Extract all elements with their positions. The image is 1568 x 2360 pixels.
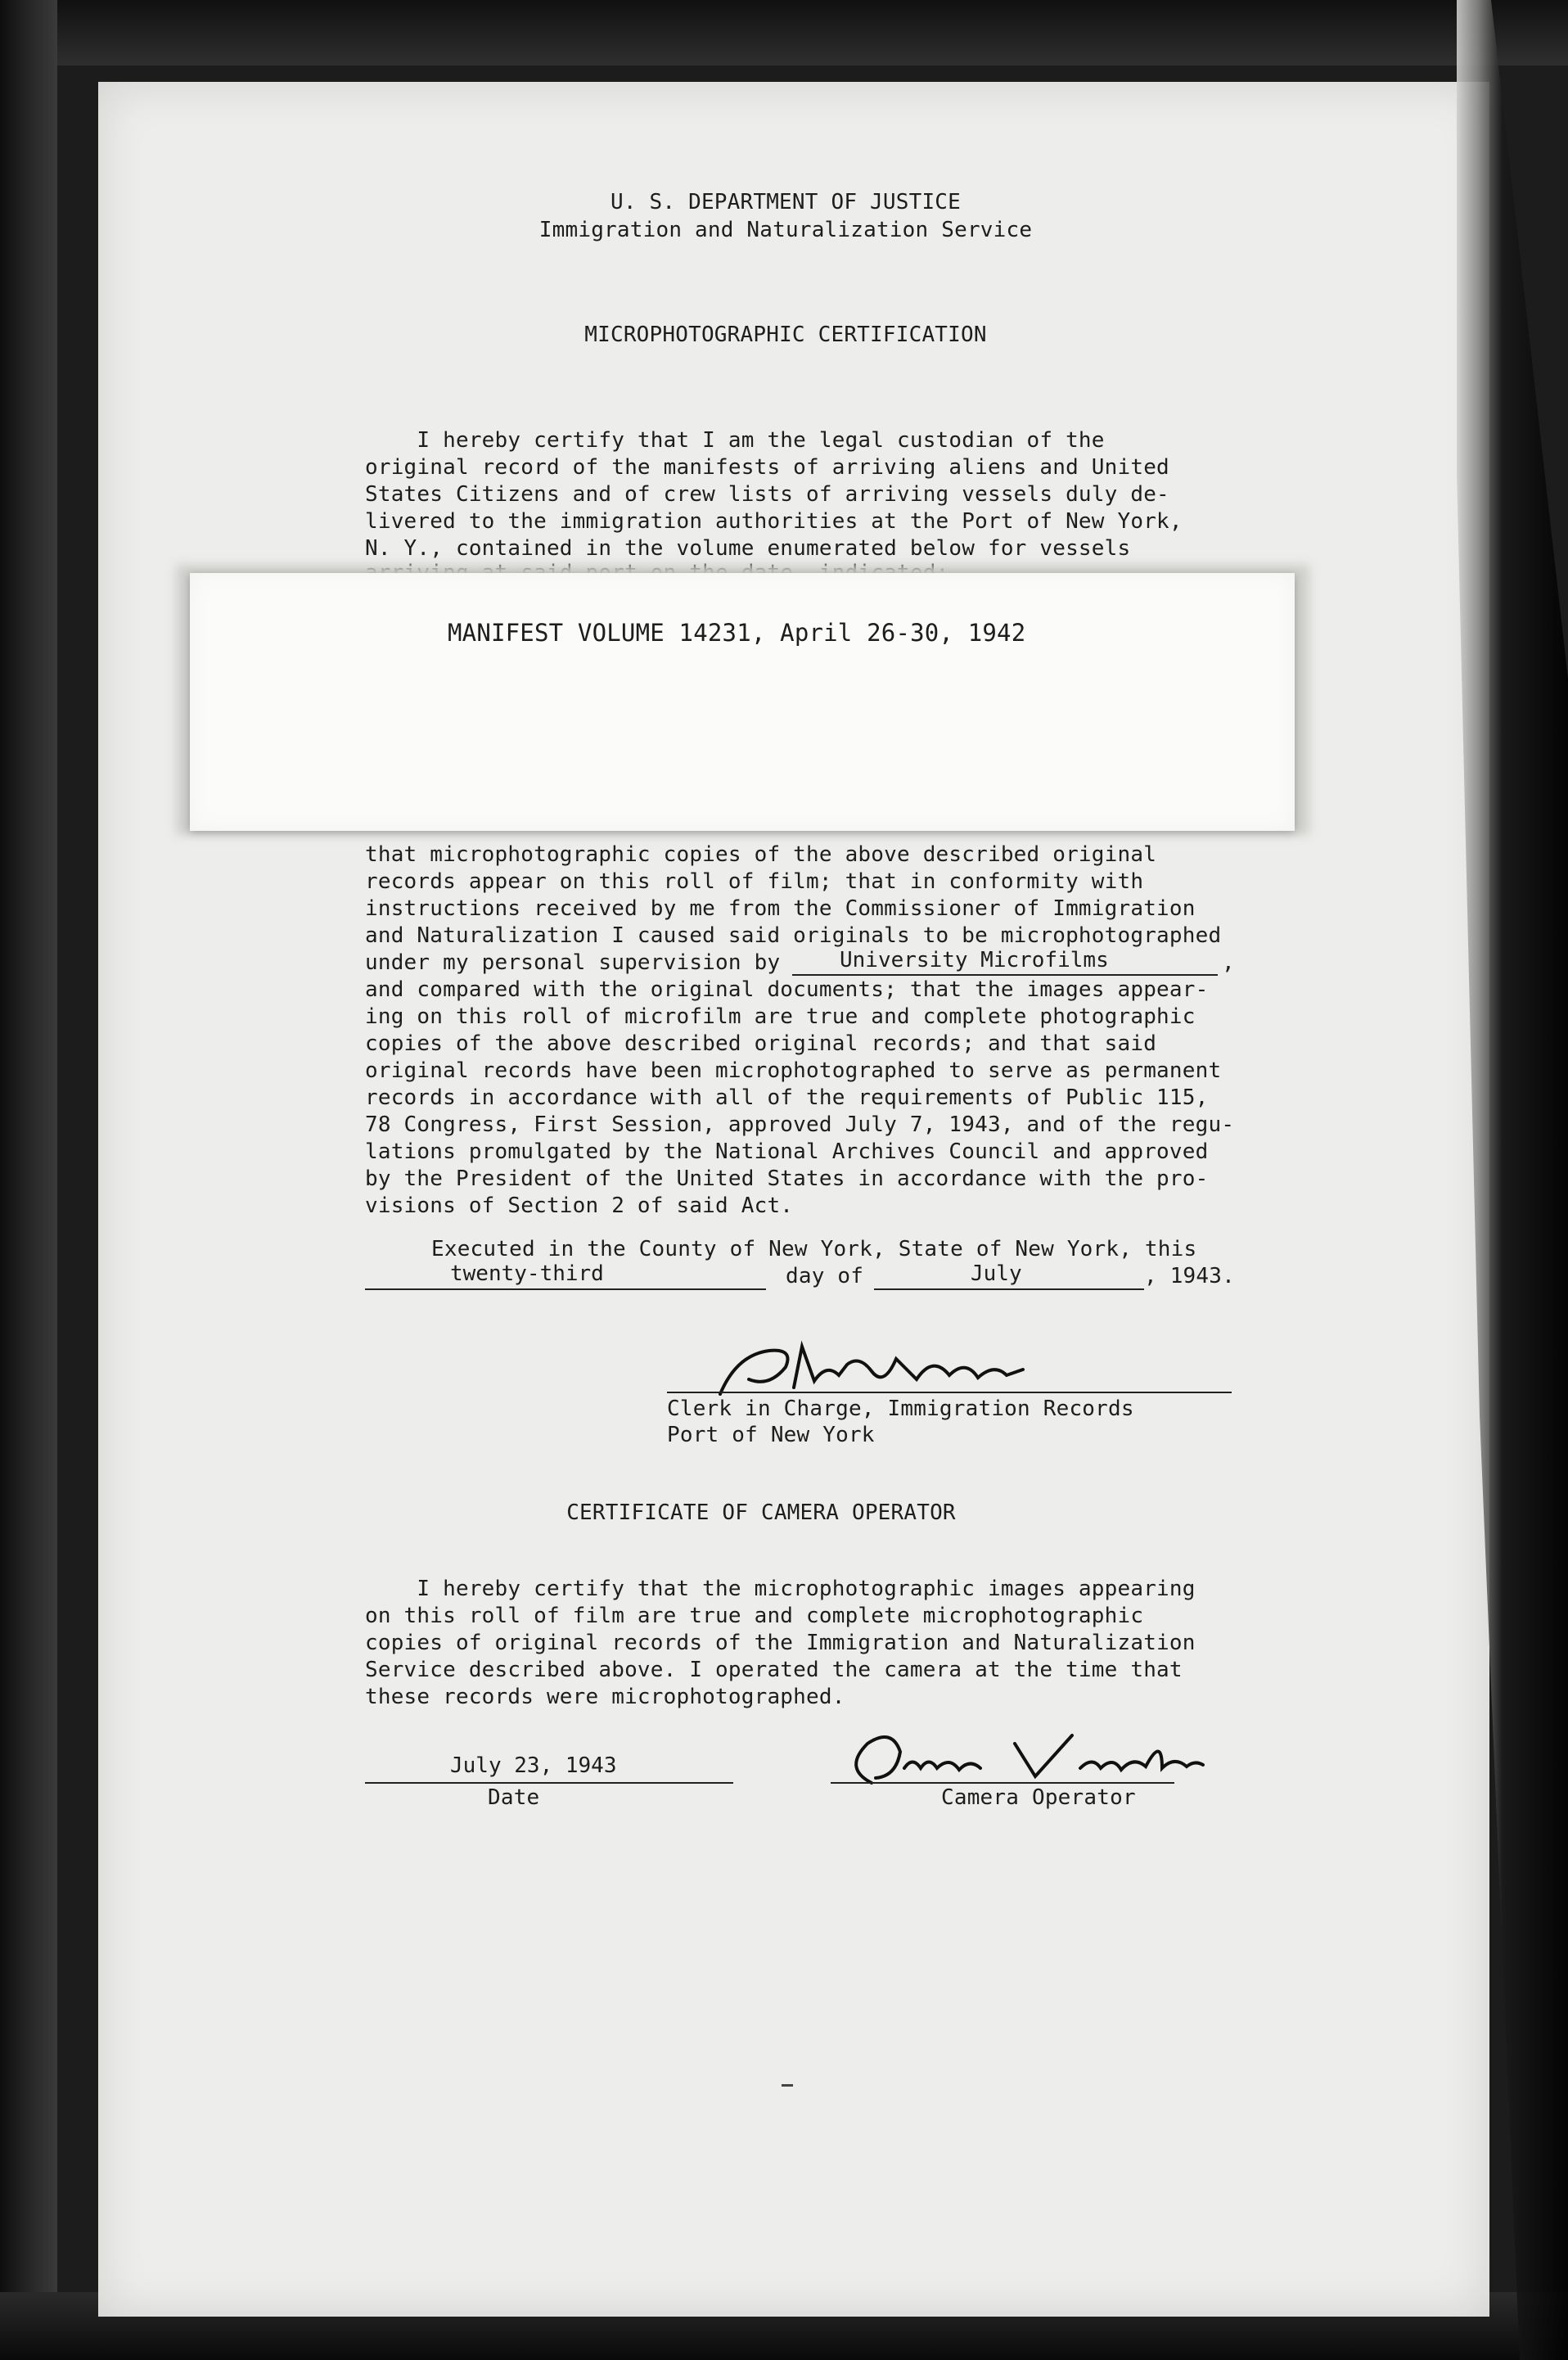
body-line: original records have been microphotographed to serve as permanent [365,1058,1222,1083]
body-line: copies of the above described original records; and that said [365,1031,1157,1056]
date-label: Date [488,1785,540,1810]
document-page [98,82,1489,2317]
body-line: ing on this roll of microfilm are true and complete photographic [365,1004,1196,1029]
film-frame-top [0,0,1568,65]
day-underline [365,1288,766,1290]
year-value: , 1943. [1144,1264,1235,1288]
operator-signature-line [831,1782,1174,1784]
intro-line: livered to the immigration authorities at the Port of New York, [365,509,1183,534]
manifest-volume-text: MANIFEST VOLUME 14231, April 26-30, 1942 [448,619,1026,647]
body-line: and Naturalization I caused said originals to be microphotographed [365,923,1222,948]
body-line: records in accordance with all of the requirements of Public 115, [365,1085,1209,1110]
intro-line: I hereby certify that I am the legal custodian of the [365,428,1105,453]
camera-operator-label: Camera Operator [941,1785,1136,1810]
supervisor-value: University Microfilms [840,948,1109,972]
intro-line: States Citizens and of crew lists of arriving vessels duly de- [365,482,1169,507]
body-line: by the President of the United States in accordance with the pro- [365,1166,1209,1191]
body-line: instructions received by me from the Commissioner of Immigration [365,896,1196,921]
month-value: July [971,1261,1022,1286]
day-of-label: day of [786,1264,864,1288]
executed-line: Executed in the County of New York, State of New York, this [431,1237,1197,1261]
camera-certificate-title: CERTIFICATE OF CAMERA OPERATOR [566,1500,956,1525]
intro-line: original record of the manifests of arriving aliens and United [365,455,1169,480]
service-heading: Immigration and Naturalization Service [538,218,1033,242]
date-value: July 23, 1943 [450,1753,617,1778]
page-mark [782,2084,793,2087]
supervisor-underline [792,974,1218,976]
camera-line: I hereby certify that the microphotographic images appearing [365,1577,1196,1601]
clerk-title: Clerk in Charge, Immigration Records [667,1397,1134,1421]
clerk-signature-line [667,1392,1232,1393]
clerk-location: Port of New York [667,1423,875,1447]
film-frame-left [0,0,57,2360]
body-line: that microphotographic copies of the above described original [365,842,1157,867]
camera-line: copies of original records of the Immigration and Naturalization [365,1631,1196,1655]
camera-line: on this roll of film are true and complete microphotographic [365,1604,1144,1628]
month-underline [874,1288,1144,1290]
body-line: records appear on this roll of film; that in conformity with [365,869,1144,894]
body-line: 78 Congress, First Session, approved July 7, 1943, and of the regu- [365,1112,1235,1137]
manifest-volume-label [190,573,1295,831]
document-title: MICROPHOTOGRAPHIC CERTIFICATION [584,323,987,347]
day-value: twenty-third [450,1261,604,1286]
date-underline [365,1782,733,1784]
body-line: and compared with the original documents; that the images appear- [365,977,1209,1002]
camera-line: Service described above. I operated the camera at the time that [365,1658,1183,1682]
camera-line: these records were microphotographed. [365,1685,845,1709]
intro-line: N. Y., contained in the volume enumerated below for vessels [365,536,1131,561]
body-line: lations promulgated by the National Archives Council and approved [365,1139,1209,1164]
body-line: visions of Section 2 of said Act. [365,1194,794,1218]
supervisor-comma: , [1222,950,1235,975]
body-line: under my personal supervision by [365,950,781,975]
agency-heading: U. S. DEPARTMENT OF JUSTICE [610,190,962,214]
